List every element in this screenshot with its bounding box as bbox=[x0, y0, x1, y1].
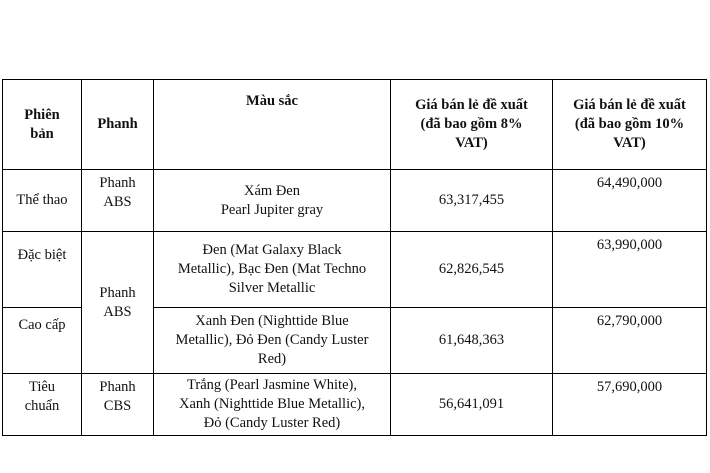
version-cell: Tiêu chuẩn bbox=[3, 374, 82, 436]
brake-cell: Phanh CBS bbox=[82, 374, 154, 436]
price-8vat-cell: 63,317,455 bbox=[391, 170, 553, 232]
color-cell: Đen (Mat Galaxy Black Metallic), Bạc Đen (Mat Techno Silver Metallic bbox=[154, 232, 391, 308]
table-row bbox=[3, 170, 707, 232]
header-row bbox=[3, 80, 707, 170]
price-10vat-cell: 64,490,000 bbox=[553, 170, 707, 232]
color-cell: Trắng (Pearl Jasmine White), Xanh (Nighttide Blue Metallic), Đỏ (Candy Luster Red) bbox=[154, 374, 391, 436]
version-cell: Cao cấp bbox=[3, 308, 82, 374]
color-cell: Xám Đen Pearl Jupiter gray bbox=[154, 170, 391, 232]
price-8vat-cell: 62,826,545 bbox=[391, 232, 553, 308]
price-10vat-cell: 57,690,000 bbox=[553, 374, 707, 436]
price-8vat-cell: 61,648,363 bbox=[391, 308, 553, 374]
version-cell: Đặc biệt bbox=[3, 232, 82, 308]
header-version: Phiên bản bbox=[3, 80, 82, 170]
header-price-8vat: Giá bán lẻ đề xuất (đã bao gồm 8% VAT) bbox=[391, 80, 553, 170]
table-row bbox=[3, 232, 707, 308]
version-cell: Thể thao bbox=[3, 170, 82, 232]
price-table bbox=[2, 79, 707, 436]
price-8vat-cell: 56,641,091 bbox=[391, 374, 553, 436]
table-row bbox=[3, 374, 707, 436]
brake-cell-merged: Phanh ABS bbox=[82, 232, 154, 374]
color-cell: Xanh Đen (Nighttide Blue Metallic), Đỏ Đen (Candy Luster Red) bbox=[154, 308, 391, 374]
header-color: Màu sắc bbox=[154, 80, 391, 170]
header-price-10vat: Giá bán lẻ đề xuất (đã bao gồm 10% VAT) bbox=[553, 80, 707, 170]
price-10vat-cell: 62,790,000 bbox=[553, 308, 707, 374]
header-brake: Phanh bbox=[82, 80, 154, 170]
brake-cell: Phanh ABS bbox=[82, 170, 154, 232]
price-10vat-cell: 63,990,000 bbox=[553, 232, 707, 308]
